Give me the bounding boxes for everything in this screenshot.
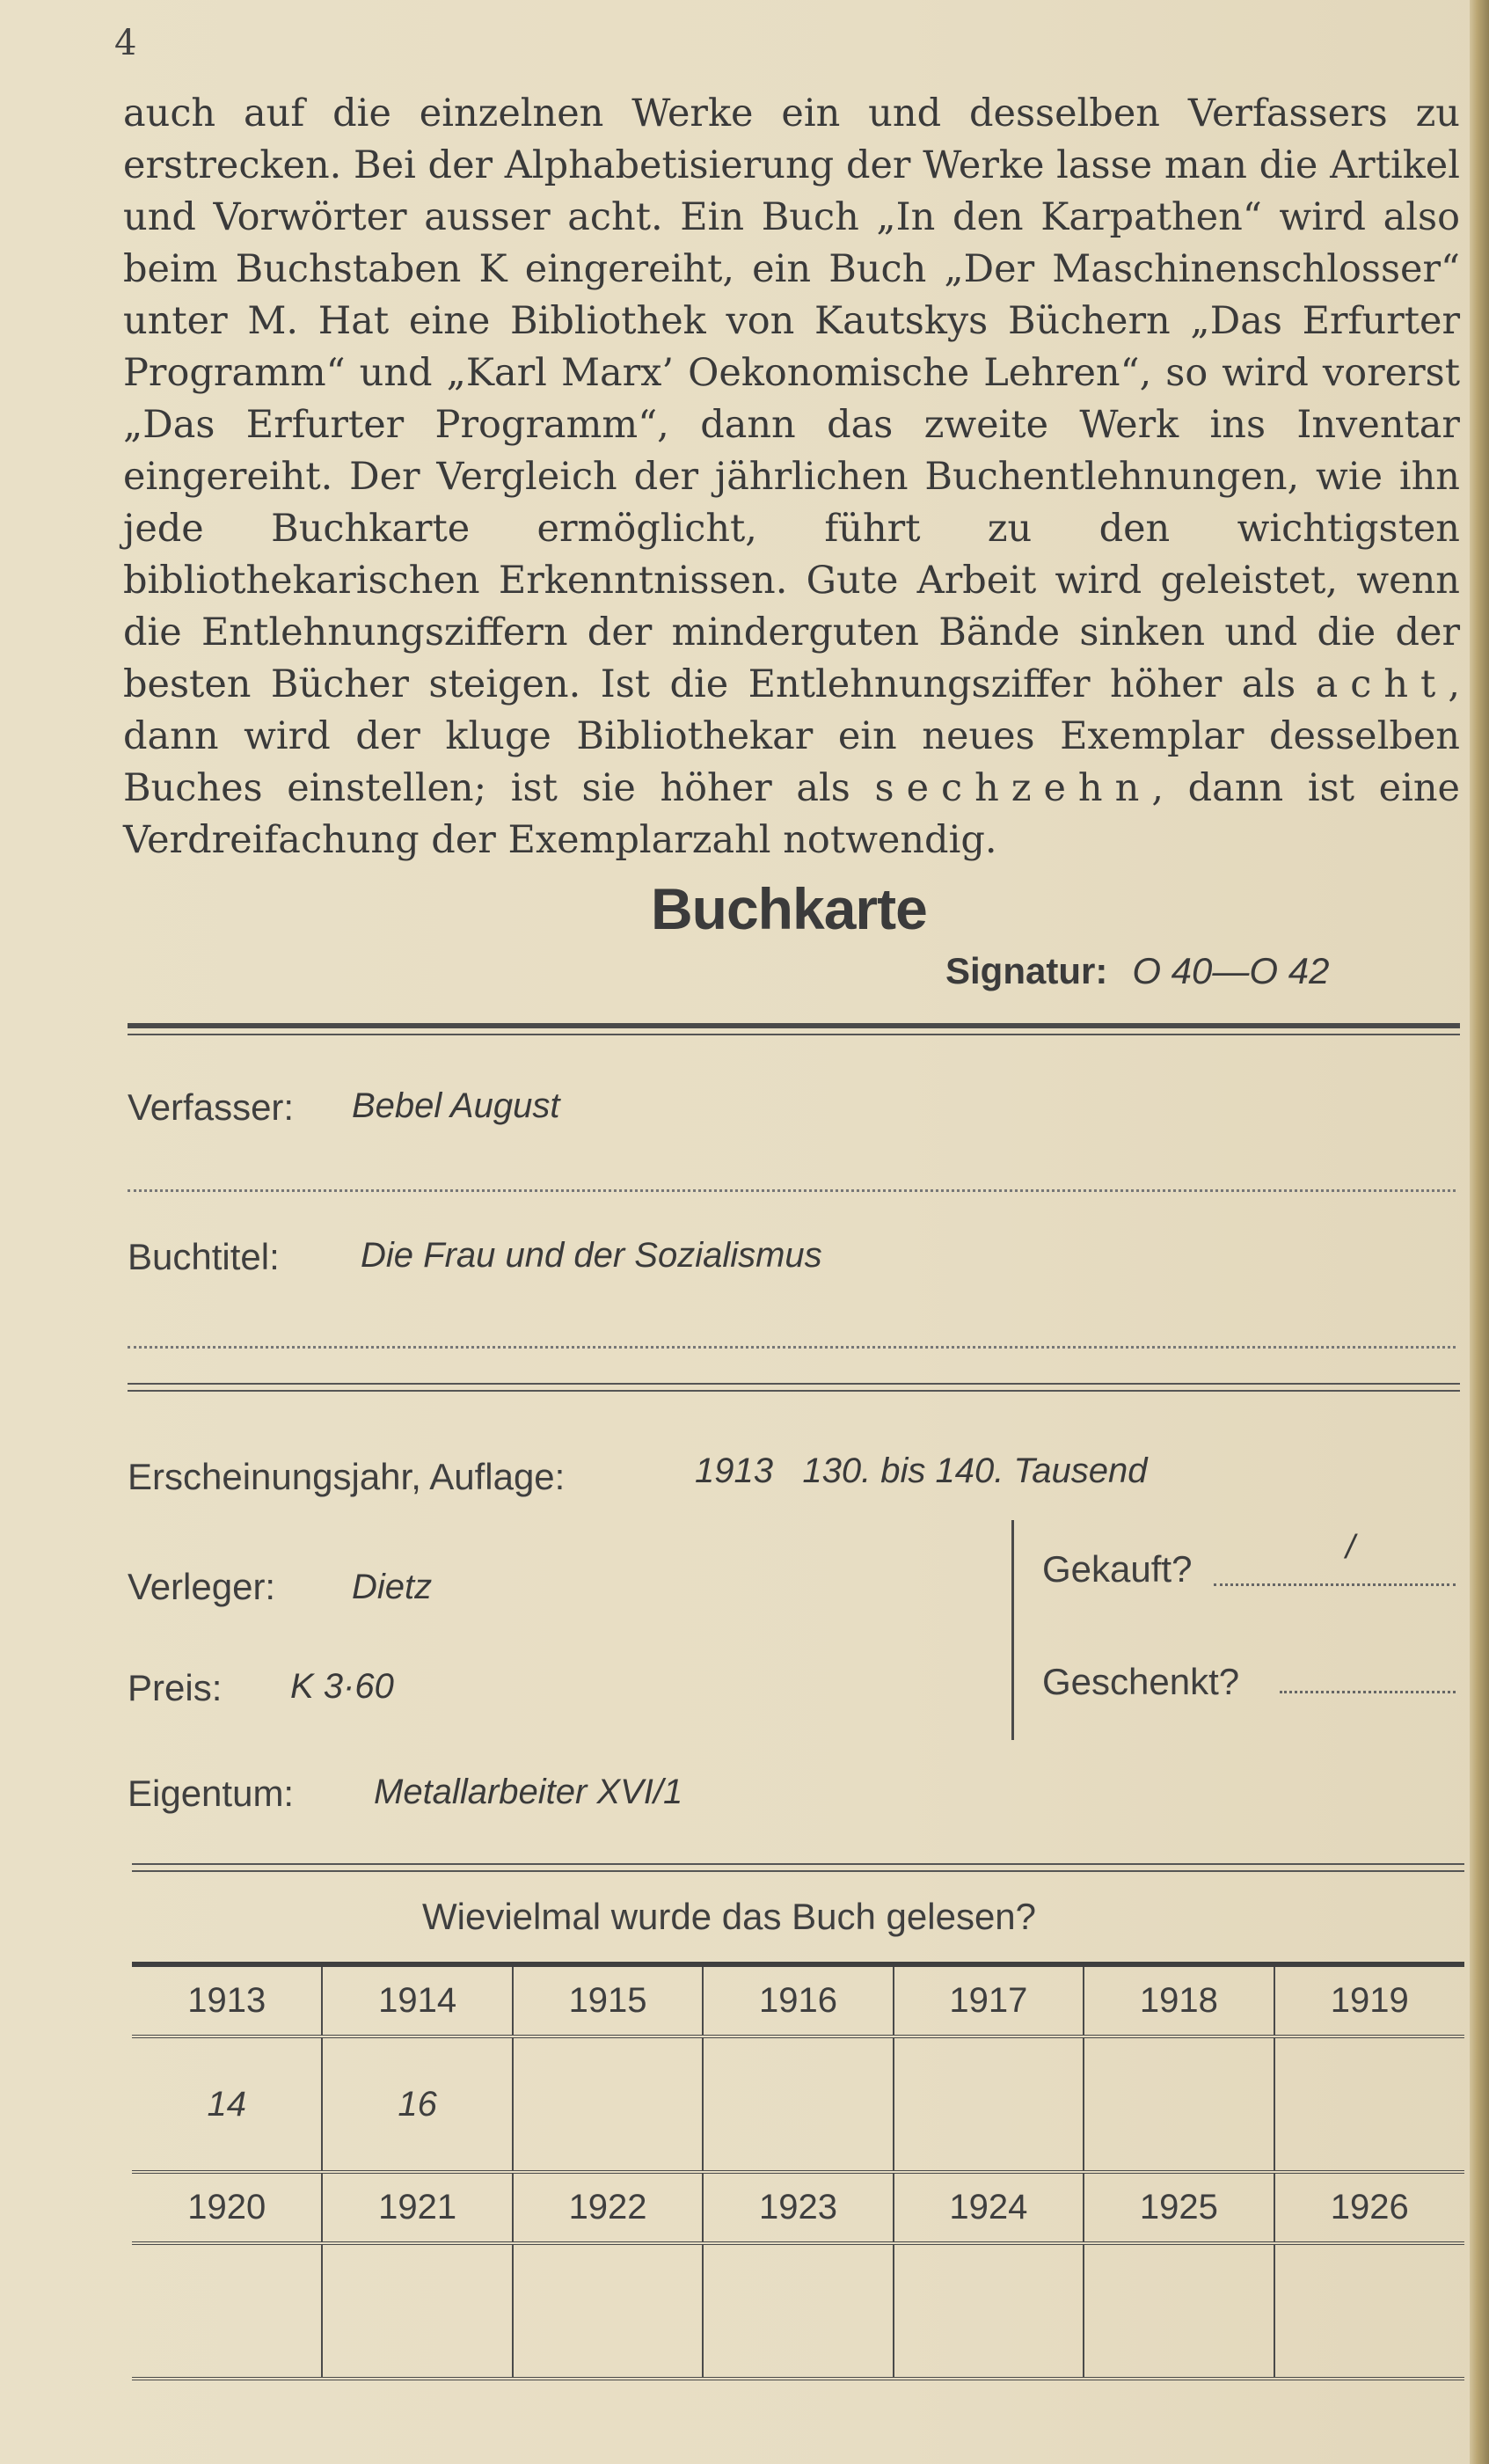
year-cell: 1922 (513, 2172, 703, 2243)
verleger-value: Dietz (352, 1568, 433, 1606)
year-cell: 1920 (132, 2172, 322, 2243)
verfasser-dotted-line (128, 1189, 1456, 1192)
buchtitel-label: Buchtitel: (128, 1236, 280, 1277)
count-cell (703, 2243, 893, 2379)
year-cell: 1921 (322, 2172, 512, 2243)
emphasis-acht: acht (1315, 662, 1449, 706)
preis-label: Preis: (128, 1667, 223, 1708)
table-row-counts-1 (132, 2036, 1464, 2172)
year-cell: 1914 (322, 1964, 512, 2036)
geschenkt-label: Geschenkt? (1042, 1661, 1240, 1702)
signatur-label: Signatur: (945, 950, 1108, 991)
table-row-counts-2 (132, 2243, 1464, 2379)
paragraph-part-1: auch auf die einzelnen Werke ein und desselben Verfassers zu erstrecken. Bei der Alphabetisierung der Werke lasse man die Artikel und Vorwörter ausser acht. Ein Buch „In den Karpathen“ wird also beim Buchstaben K eingereiht, ein Buch „Der Maschinenschlosser“ unter M. Hat eine Bibliothek von Kautskys Büchern „Das Erfurter Programm“ und „Karl Marx’ Oekonomische Lehren“, so wird vorerst „Das Erfurter Programm“, dann das zweite Werk ins Inventar eingereiht. Der Vergleich der jährlichen Buchentlehnungen, wie ihn jede Buchkarte ermöglicht, führt zu den wichtigsten bibliothekarischen Erkenntnissen. Gute Arbeit wird geleistet, wenn die Entlehnungsziffern der minderguten Bände sinken und die der besten Bücher steigen. Ist die Entlehnungsziffer höher als (123, 91, 1460, 706)
gekauft-label: Gekauft? (1042, 1548, 1193, 1590)
card-mid-rule-1 (128, 1383, 1460, 1385)
card-mid-rule-2 (128, 1390, 1460, 1392)
count-cell (894, 2036, 1084, 2172)
card-lower-rule-2 (132, 1870, 1464, 1872)
buchtitel-dotted-line (128, 1346, 1456, 1349)
count-cell (894, 2243, 1084, 2379)
paragraph-part-2: , dann wird der kluge Bibliothekar ein neues Exemplar desselben Buches einstellen; ist sie höher als (123, 662, 1461, 810)
card-top-rule-thin (128, 1034, 1460, 1035)
verfasser-label: Verfasser: (128, 1086, 295, 1128)
count-cell (513, 2036, 703, 2172)
year-cell: 1919 (1274, 1964, 1464, 2036)
gekauft-dotted-line (1214, 1583, 1456, 1586)
year-cell: 1923 (703, 2172, 893, 2243)
count-cell (1084, 2036, 1274, 2172)
erscheinung-value: 1913 130. bis 140. Tausend (695, 1451, 1148, 1490)
eigentum-label: Eigentum: (128, 1773, 295, 1814)
verleger-label: Verleger: (128, 1566, 276, 1607)
card-top-rule (128, 1023, 1460, 1028)
gekauft-mark: / (1346, 1529, 1355, 1566)
year-cell: 1917 (894, 1964, 1084, 2036)
erscheinung-label: Erscheinungsjahr, Auflage: (128, 1456, 566, 1497)
count-cell: 14 (132, 2036, 322, 2172)
count-cell: 16 (322, 2036, 512, 2172)
reads-table-title: Wievielmal wurde das Buch gelesen? (422, 1896, 1037, 1937)
table-row-years-1 (132, 1964, 1464, 2036)
year-cell: 1924 (894, 2172, 1084, 2243)
count-cell (322, 2243, 512, 2379)
emphasis-sechzehn: sechzehn (874, 766, 1152, 810)
count-cell (703, 2036, 893, 2172)
reads-table (132, 1962, 1464, 2380)
count-cell (1084, 2243, 1274, 2379)
year-cell: 1926 (1274, 2172, 1464, 2243)
count-cell (132, 2243, 322, 2379)
count-cell (513, 2243, 703, 2379)
table-row-years-2 (132, 2172, 1464, 2243)
year-cell: 1918 (1084, 1964, 1274, 2036)
year-cell: 1913 (132, 1964, 322, 2036)
page-edge (1470, 0, 1489, 2464)
card-lower-rule-1 (132, 1863, 1464, 1865)
verfasser-value: Bebel August (352, 1086, 560, 1125)
paragraph-part-3: , dann ist eine Verdreifachung der Exemplarzahl notwendig. (123, 766, 1460, 862)
count-cell (1274, 2243, 1464, 2379)
buchtitel-value: Die Frau und der Sozialismus (361, 1236, 822, 1275)
geschenkt-dotted-line (1280, 1691, 1456, 1693)
page-number: 4 (114, 23, 137, 63)
preis-value: K 3·60 (290, 1667, 394, 1706)
year-cell: 1925 (1084, 2172, 1274, 2243)
card-vertical-divider (1011, 1520, 1014, 1740)
card-title: Buchkarte (651, 876, 927, 941)
year-cell: 1916 (703, 1964, 893, 2036)
eigentum-value: Metallarbeiter XVI/1 (374, 1773, 683, 1811)
year-cell: 1915 (513, 1964, 703, 2036)
signatur (945, 950, 1329, 992)
count-cell (1274, 2036, 1464, 2172)
body-paragraph (123, 88, 1460, 866)
signatur-value: O 40—O 42 (1132, 950, 1330, 991)
